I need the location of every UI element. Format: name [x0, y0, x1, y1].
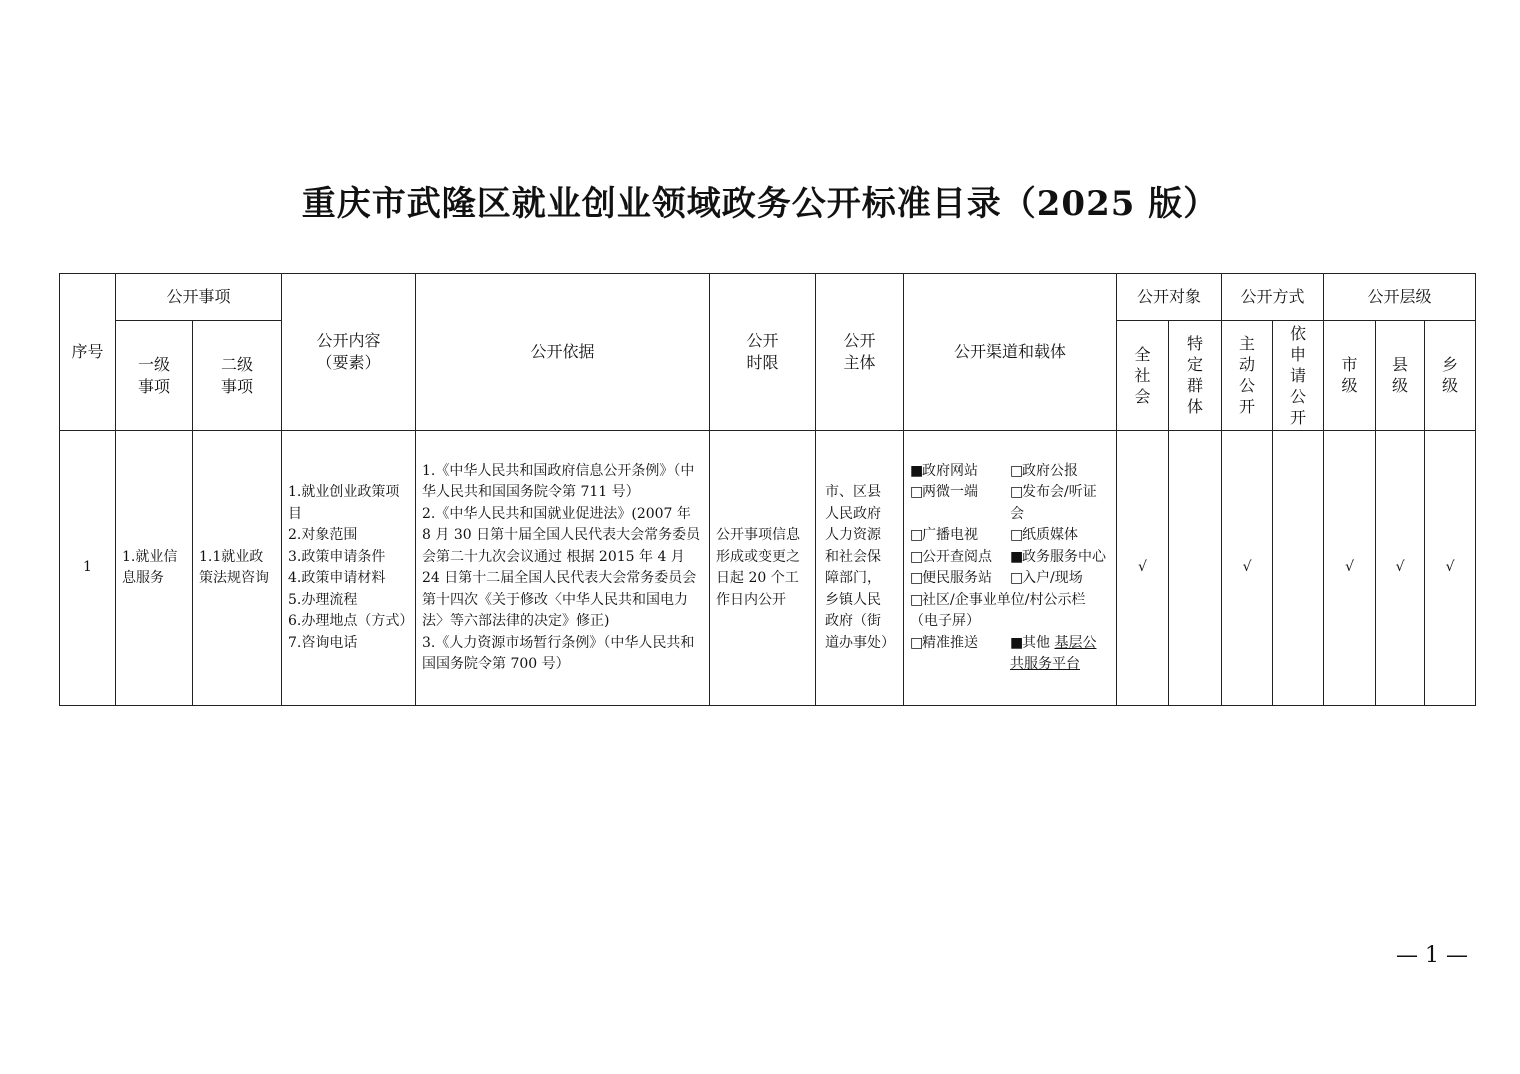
channel-label: 政务服务中心: [1022, 548, 1107, 565]
channel-label: 两微一端: [922, 484, 979, 500]
header-audience-all-label: 全社会: [1134, 344, 1151, 406]
header-items-group: 公开事项: [116, 274, 282, 321]
content-item: 4.政策申请材料: [288, 570, 386, 586]
cell-level-township: √: [1425, 431, 1476, 706]
channel-press: [1010, 482, 1110, 525]
header-subject: [816, 274, 904, 431]
channel-other: [1010, 633, 1110, 676]
table-row: [60, 431, 1476, 706]
channel-label: 政府公报: [1022, 462, 1079, 479]
header-level2-label: 二级事项: [220, 354, 253, 396]
empty-checkbox-icon: □: [1010, 462, 1024, 479]
header-channels: 公开渠道和载体: [904, 274, 1117, 431]
cell-level1: 1.就业信息服务: [116, 431, 193, 706]
channel-label: 纸质媒体: [1022, 527, 1079, 543]
header-seq: 序号: [60, 274, 116, 431]
content-item: 5.办理流程: [288, 591, 358, 608]
content-item: 1.就业创业政策项目: [288, 484, 400, 522]
content-item: 7.咨询电话: [288, 634, 358, 651]
header-method-group: 公开方式: [1222, 274, 1324, 321]
header-audience-specific: [1169, 321, 1222, 431]
cell-level-county: √: [1376, 431, 1425, 706]
empty-checkbox-icon: □: [910, 634, 924, 651]
header-method-active-label: 主动公开: [1239, 334, 1256, 416]
channel-two-micro: [910, 482, 1010, 525]
basis-item: 2.《中华人民共和国就业促进法》(2007 年 8 月 30 日第十届全国人民代表大会常务委员会第二十九次会议通过 根据 2015 年 4 月 24 日第十二届全国人民代表大会常务委员会第十四次《关于修改〈中华人民共和国电力法〉等六部法律的决定》修正): [422, 505, 701, 629]
header-audience-all: [1117, 321, 1169, 431]
cell-method-active: √: [1222, 431, 1273, 706]
channel-label: 公开查阅点: [922, 548, 993, 565]
header-level-county-label: 县级: [1392, 355, 1409, 395]
basis-item: 3.《人力资源市场暂行条例》（中华人民共和国国务院令第 700 号）: [422, 634, 695, 672]
header-audience-specific-label: 特定群体: [1187, 334, 1204, 416]
empty-checkbox-icon: □: [910, 548, 924, 565]
filled-checkbox-icon: ■: [910, 462, 924, 479]
empty-checkbox-icon: □: [1010, 484, 1024, 500]
header-level-township: [1425, 321, 1476, 431]
filled-checkbox-icon: ■: [1010, 634, 1024, 651]
filled-checkbox-icon: ■: [1010, 548, 1024, 565]
header-level-city: [1324, 321, 1376, 431]
empty-checkbox-icon: □: [1010, 527, 1024, 543]
page-title: 重庆市武隆区就业创业领域政务公开标准目录（2025 版）: [301, 184, 1219, 224]
header-row-1: [60, 274, 1476, 321]
header-level-city-label: 市级: [1341, 355, 1358, 395]
header-method-request-label: 依申请公开: [1290, 323, 1307, 427]
empty-checkbox-icon: □: [910, 527, 924, 543]
header-audience-group: 公开对象: [1117, 274, 1222, 321]
channel-print: [1010, 525, 1110, 547]
cell-method-request: [1273, 431, 1324, 706]
empty-checkbox-icon: □: [910, 484, 924, 500]
empty-checkbox-icon: □: [1010, 570, 1024, 586]
channel-label: 发布会/听证会: [1010, 484, 1097, 522]
header-content: [282, 274, 416, 431]
header-time-limit: [710, 274, 816, 431]
channel-precise: [910, 633, 1010, 676]
channel-label: 政府网站: [922, 462, 979, 479]
header-time-limit-label: 公开时限: [746, 331, 779, 372]
channel-convenience: [910, 568, 1010, 590]
cell-audience-all: √: [1117, 431, 1169, 706]
cell-seq: 1: [60, 431, 116, 706]
header-level1: [116, 321, 193, 431]
page-number: — 1 —: [1396, 943, 1468, 968]
empty-checkbox-icon: □: [910, 591, 924, 608]
empty-checkbox-icon: □: [910, 570, 924, 586]
channel-bulletin: [910, 590, 1110, 633]
cell-content: [282, 431, 416, 706]
header-level2: [193, 321, 282, 431]
channel-label: 精准推送: [922, 634, 979, 651]
header-level-county: [1376, 321, 1425, 431]
channel-service-center: [1010, 547, 1110, 569]
channel-label: 入户/现场: [1022, 570, 1083, 586]
channel-broadcast: [910, 525, 1010, 547]
cell-level2: 1.1就业政策法规咨询: [193, 431, 282, 706]
content-item: 3.政策申请条件: [288, 548, 386, 565]
content-item: 6.办理地点（方式）: [288, 613, 414, 629]
cell-time-limit: 公开事项信息形成或变更之日起 20 个工作日内公开: [710, 431, 816, 706]
cell-subject: 市、区县人民政府人力资源和社会保障部门，乡镇人民政府（街道办事处）: [816, 431, 904, 706]
basis-item: 1.《中华人民共和国政府信息公开条例》（中华人民共和国国务院令第 711 号）: [422, 462, 695, 500]
content-item: 2.对象范围: [288, 527, 358, 543]
header-level-group: 公开层级: [1324, 274, 1476, 321]
cell-basis: [416, 431, 710, 706]
channel-label: 广播电视: [922, 527, 979, 543]
header-basis: 公开依据: [416, 274, 710, 431]
header-level-township-label: 乡级: [1442, 355, 1459, 395]
catalog-table: [59, 273, 1476, 706]
channel-label: 其他: [1022, 634, 1051, 651]
header-level1-label: 一级事项: [137, 354, 170, 396]
channel-gov-gazette: [1010, 461, 1110, 483]
channel-gov-site: [910, 461, 1010, 483]
cell-audience-specific: [1169, 431, 1222, 706]
channel-label: 社区/企事业单位/村公示栏（电子屏）: [910, 591, 1086, 629]
cell-level-city: √: [1324, 431, 1376, 706]
cell-channels: [904, 431, 1117, 706]
header-method-active: [1222, 321, 1273, 431]
header-content-label: 公开内容（要素）: [316, 331, 381, 372]
header-subject-label: 公开主体: [843, 331, 876, 372]
channel-other-detail: 基层公共服务平台: [1010, 634, 1097, 672]
header-method-request: [1273, 321, 1324, 431]
channel-reading: [910, 547, 1010, 569]
channel-door: [1010, 568, 1110, 590]
channel-label: 便民服务站: [922, 570, 993, 586]
